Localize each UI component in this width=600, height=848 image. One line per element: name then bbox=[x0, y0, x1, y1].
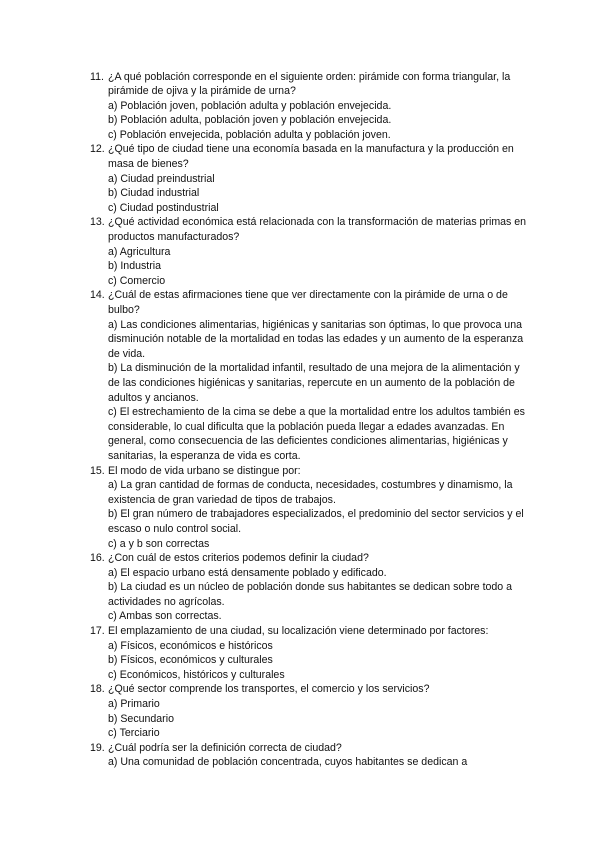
question-number: 19. bbox=[90, 741, 105, 754]
answer-option: b) Industria bbox=[108, 260, 161, 273]
question-text: ¿Qué tipo de ciudad tiene una economía basada en la manufactura y la producción en masa de bienes? bbox=[108, 143, 514, 171]
answer-option: c) a y b son correctas bbox=[108, 537, 210, 550]
question-item bbox=[90, 464, 530, 552]
question-item bbox=[90, 70, 530, 143]
question-body bbox=[108, 215, 530, 288]
question-item bbox=[90, 551, 530, 624]
answer-option: a) Ciudad preindustrial bbox=[108, 172, 215, 185]
question-body bbox=[108, 288, 530, 463]
answer-option: c) Terciario bbox=[108, 727, 160, 740]
answer-option: b) La ciudad es un núcleo de población donde sus habitantes se dedican sobre todo a actividades no agrícolas. bbox=[108, 581, 513, 608]
question-number: 16. bbox=[90, 552, 105, 565]
question-body bbox=[108, 551, 530, 624]
answer-option: b) El gran número de trabajadores especializados, el predominio del sector servicios y el escaso o nulo control social. bbox=[108, 508, 524, 535]
answer-option: a) Las condiciones alimentarias, higiénicas y sanitarias son óptimas, lo que provoca una disminución notable de la mortalidad en todas las edades y un aumento de la esperanza de vida. bbox=[108, 318, 524, 360]
answer-option: a) Agricultura bbox=[108, 245, 171, 258]
question-item bbox=[90, 215, 530, 288]
answer-option: b) Físicos, económicos y culturales bbox=[108, 654, 273, 667]
answer-option: c) Ciudad postindustrial bbox=[108, 201, 219, 214]
answer-option: b) Ciudad industrial bbox=[108, 187, 200, 200]
answer-option: c) Comercio bbox=[108, 274, 166, 287]
question-number: 14. bbox=[90, 289, 105, 302]
answer-option: a) Primario bbox=[108, 698, 160, 711]
question-body bbox=[108, 70, 530, 143]
question-item bbox=[90, 682, 530, 740]
answer-option: c) Población envejecida, población adulta y población joven. bbox=[108, 128, 391, 141]
question-body bbox=[108, 624, 530, 682]
answer-option: a) El espacio urbano está densamente poblado y edificado. bbox=[108, 566, 387, 579]
answer-option: c) El estrechamiento de la cima se debe a que la mortalidad entre los adultos también es considerable, lo cual dificulta que la población pueda llegar a edades avanzadas. En general, como consecuencia de las deficientes condiciones alimentarias, higiénicas y sanitarias, la esperanza de vida es corta. bbox=[108, 406, 525, 462]
question-text: ¿A qué población corresponde en el siguiente orden: pirámide con forma triangular, la pirámide de ojiva y la pirámide de urna? bbox=[108, 70, 511, 98]
question-number: 13. bbox=[90, 216, 105, 229]
question-number: 15. bbox=[90, 464, 105, 477]
question-item bbox=[90, 142, 530, 215]
question-body bbox=[108, 464, 530, 552]
answer-option: b) Población adulta, población joven y población envejecida. bbox=[108, 114, 392, 127]
answer-option: a) Una comunidad de población concentrada, cuyos habitantes se dedican a bbox=[108, 756, 468, 769]
question-text: ¿Con cuál de estos criterios podemos definir la ciudad? bbox=[108, 552, 369, 565]
question-number: 18. bbox=[90, 683, 105, 696]
question-item bbox=[90, 624, 530, 682]
answer-option: a) Población joven, población adulta y población envejecida. bbox=[108, 99, 392, 112]
question-text: ¿Cuál podría ser la definición correcta de ciudad? bbox=[108, 741, 342, 754]
question-text: ¿Cuál de estas afirmaciones tiene que ver directamente con la pirámide de urna o de bulbo? bbox=[108, 289, 508, 316]
question-body bbox=[108, 142, 530, 215]
question-number: 12. bbox=[90, 143, 105, 156]
question-text: El modo de vida urbano se distingue por: bbox=[108, 464, 301, 477]
answer-option: b) La disminución de la mortalidad infantil, resultado de una mejora de la alimentación y de las condiciones higiénicas y sanitarias, repercute en un aumento de la población de adultos y ancianos. bbox=[108, 362, 520, 404]
answer-option: a) La gran cantidad de formas de conducta, necesidades, costumbres y dinamismo, la existencia de gran variedad de tipos de trabajos. bbox=[108, 479, 513, 506]
question-text: ¿Qué sector comprende los transportes, el comercio y los servicios? bbox=[108, 683, 430, 696]
question-item bbox=[90, 288, 530, 463]
question-list bbox=[90, 70, 530, 771]
question-text: El emplazamiento de una ciudad, su localización viene determinado por factores: bbox=[108, 625, 489, 638]
question-text: ¿Qué actividad económica está relacionada con la transformación de materias primas en productos manufacturados? bbox=[108, 216, 527, 244]
question-body bbox=[108, 741, 530, 770]
question-number: 11. bbox=[90, 70, 104, 83]
answer-option: c) Ambas son correctas. bbox=[108, 610, 222, 623]
answer-option: c) Económicos, históricos y culturales bbox=[108, 668, 285, 681]
question-body bbox=[108, 682, 530, 740]
answer-option: a) Físicos, económicos e históricos bbox=[108, 639, 273, 652]
answer-option: b) Secundario bbox=[108, 712, 174, 725]
question-number: 17. bbox=[90, 625, 105, 638]
question-item bbox=[90, 741, 530, 770]
